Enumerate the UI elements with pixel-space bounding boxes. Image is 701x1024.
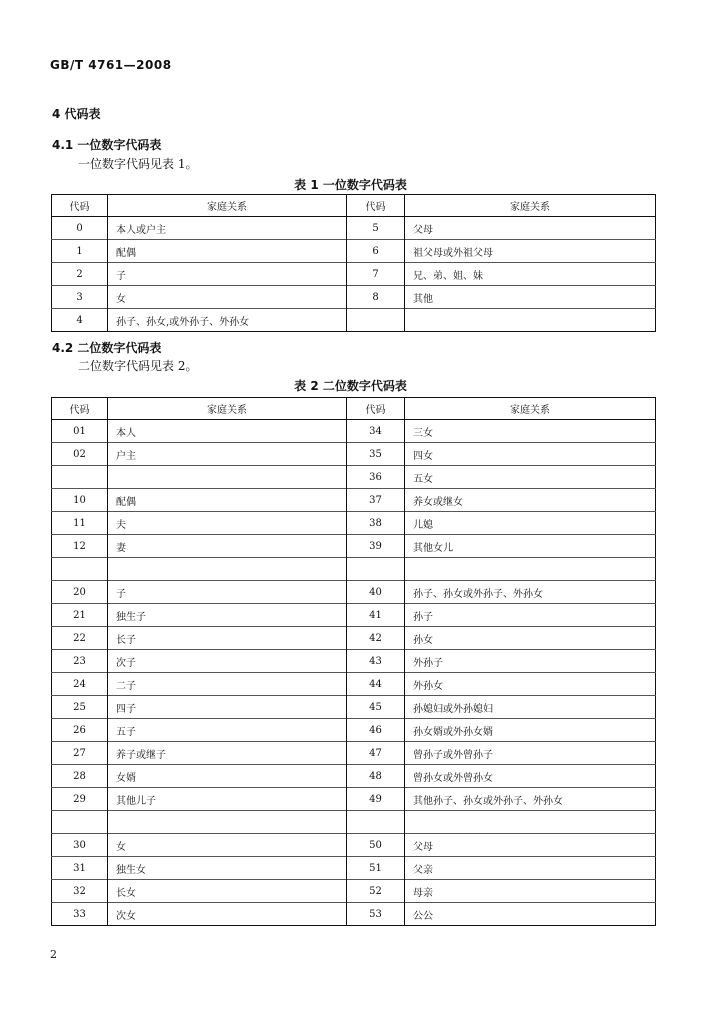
header-code: 代码: [347, 195, 405, 217]
row-relation-right: 三女: [413, 427, 433, 439]
row-relation-left: 独生女: [108, 857, 347, 880]
row-code-left: 24: [52, 673, 108, 696]
row-code-right: 36: [347, 466, 405, 489]
table-row: [52, 673, 656, 696]
row-relation-right: 孙女: [405, 627, 656, 650]
row-relation-left: 妻: [108, 535, 347, 558]
row-relation-right: 父母: [405, 834, 656, 857]
row-code-left: 11: [52, 512, 108, 535]
row-code-left: 22: [52, 627, 108, 650]
table-row: [52, 217, 656, 240]
row-code-left: 25: [52, 696, 108, 719]
header-relation: 家庭关系: [405, 398, 656, 420]
row-code-left: 1: [52, 240, 108, 263]
row-code-right: 50: [347, 834, 405, 857]
table-row: [52, 420, 656, 443]
row-relation-right: [405, 558, 656, 581]
row-relation-right: [405, 811, 656, 834]
table-row: [52, 880, 656, 903]
row-code-right: [347, 309, 405, 332]
row-relation-left: 子: [108, 263, 347, 286]
row-relation-right: 兄、弟、姐、妹: [405, 263, 656, 286]
row-relation-right: 儿媳: [405, 512, 656, 535]
row-relation-right: 其他女儿: [405, 535, 656, 558]
section-4-heading: 4 代码表: [52, 107, 101, 121]
row-code-right: 37: [347, 489, 405, 512]
table-row: [52, 581, 656, 604]
row-relation-left: 子: [108, 581, 347, 604]
header-code: 代码: [52, 398, 108, 420]
row-relation-left: 女: [108, 286, 347, 309]
row-relation-left: 次女: [108, 903, 347, 926]
table-row: [52, 558, 656, 581]
row-relation-right: 其他: [405, 286, 656, 309]
row-code-right: 6: [347, 240, 405, 263]
row-relation-right: 父亲: [405, 857, 656, 880]
row-relation-left: [108, 811, 347, 834]
table-row: [52, 286, 656, 309]
table-row: [52, 240, 656, 263]
row-relation-left: [108, 466, 347, 489]
row-relation-left: 长子: [108, 627, 347, 650]
row-code-right: 46: [347, 719, 405, 742]
header-relation: 家庭关系: [108, 195, 347, 217]
row-relation-left: 独生子: [108, 604, 347, 627]
table-header-row: [52, 398, 656, 420]
row-relation-right: 父母: [413, 224, 433, 236]
row-code-left: [52, 811, 108, 834]
row-code-right: 51: [347, 857, 405, 880]
row-code-left: 3: [52, 286, 108, 309]
row-code-right: 52: [347, 880, 405, 903]
row-code-left: 33: [52, 903, 108, 926]
table-row: [52, 788, 656, 811]
row-code-right: 44: [347, 673, 405, 696]
row-code-left: 02: [52, 443, 108, 466]
row-code-left: 32: [52, 880, 108, 903]
row-code-right: 47: [347, 742, 405, 765]
row-code-right: 35: [347, 443, 405, 466]
row-relation-left: 本人: [108, 420, 347, 443]
row-code-right: 7: [347, 263, 405, 286]
table-row: [52, 765, 656, 788]
row-code-left: 0: [52, 217, 108, 240]
row-relation-right: 祖父母或外祖父母: [405, 240, 656, 263]
row-code-right: 48: [347, 765, 405, 788]
header-relation: 家庭关系: [405, 195, 656, 217]
table-header-row: [52, 195, 656, 217]
row-code-right: [347, 558, 405, 581]
row-relation-right: 五女: [405, 466, 656, 489]
standard-header: GB/T 4761—2008: [50, 58, 172, 72]
table-2: [51, 397, 656, 926]
row-code-right: 41: [347, 604, 405, 627]
row-relation-right: 曾孙女或外曾孙女: [405, 765, 656, 788]
row-code-left: 29: [52, 788, 108, 811]
table-row: [52, 903, 656, 926]
row-relation-left: 女: [108, 834, 347, 857]
table-row: [52, 696, 656, 719]
row-relation-left: 四子: [108, 696, 347, 719]
table-row: [52, 742, 656, 765]
row-relation-left: 长女: [108, 880, 347, 903]
header-code: 代码: [347, 398, 405, 420]
table-row: [52, 309, 656, 332]
row-relation-left: 二子: [108, 673, 347, 696]
row-code-left: [52, 466, 108, 489]
row-relation-right: 曾孙子或外曾孙子: [405, 742, 656, 765]
row-code-right: 53: [347, 903, 405, 926]
row-code-left: 2: [52, 263, 108, 286]
row-relation-left: 女婿: [108, 765, 347, 788]
page-number: 2: [50, 948, 57, 961]
row-relation-right: 孙女婿或外孙女婿: [405, 719, 656, 742]
table-1-caption: 表 1 一位数字代码表: [294, 178, 407, 192]
table-row: [52, 489, 656, 512]
row-relation-right: 其他孙子、孙女或外孙子、外孙女: [405, 788, 656, 811]
row-code-left: 28: [52, 765, 108, 788]
row-code-left: [52, 558, 108, 581]
table-row: [52, 811, 656, 834]
row-relation-right: 孙媳妇或外孙媳妇: [405, 696, 656, 719]
row-relation-left: 五子: [108, 719, 347, 742]
row-code-right: 34: [347, 420, 405, 443]
row-code-left: 31: [52, 857, 108, 880]
table-row: [52, 263, 656, 286]
header-relation: 家庭关系: [108, 398, 347, 420]
row-relation-left: 配偶: [108, 489, 347, 512]
table-row: [52, 443, 656, 466]
row-code-left: 10: [52, 489, 108, 512]
table-row: [52, 834, 656, 857]
row-code-left: 12: [52, 535, 108, 558]
row-code-right: 45: [347, 696, 405, 719]
row-relation-right: 母亲: [405, 880, 656, 903]
table-row: [52, 512, 656, 535]
row-relation-right: 外孙女: [405, 673, 656, 696]
table-row: [52, 650, 656, 673]
row-code-right: [347, 811, 405, 834]
table-row: [52, 857, 656, 880]
row-code-left: 01: [52, 420, 108, 443]
row-relation-right: 四女: [405, 443, 656, 466]
row-code-left: 20: [52, 581, 108, 604]
table-row: [52, 604, 656, 627]
row-code-left: 27: [52, 742, 108, 765]
row-code-left: 30: [52, 834, 108, 857]
row-code-left: 21: [52, 604, 108, 627]
row-relation-left: 其他儿子: [108, 788, 347, 811]
row-relation-left: 配偶: [108, 240, 347, 263]
row-code-left: 4: [52, 309, 108, 332]
row-code-right: 8: [347, 286, 405, 309]
row-relation-left: 孙子、孙女,或外孙子、外孙女: [108, 309, 347, 332]
row-code-right: 42: [347, 627, 405, 650]
row-code-right: 49: [347, 788, 405, 811]
row-relation-right: 公公: [405, 903, 656, 926]
row-relation-right: [405, 309, 656, 332]
table-row: [52, 535, 656, 558]
row-code-left: 23: [52, 650, 108, 673]
row-relation-right: 养女或继女: [405, 489, 656, 512]
row-code-right: 38: [347, 512, 405, 535]
section-4-2-paragraph: 二位数字代码见表 2。: [78, 359, 198, 373]
row-code-left: 26: [52, 719, 108, 742]
table-row: [52, 466, 656, 489]
section-4-1-paragraph: 一位数字代码见表 1。: [78, 157, 198, 171]
section-4-1-heading: 4.1 一位数字代码表: [52, 138, 162, 152]
row-relation-left: 养子或继子: [108, 742, 347, 765]
section-4-2-heading: 4.2 二位数字代码表: [52, 341, 162, 355]
header-code: 代码: [52, 195, 108, 217]
table-row: [52, 627, 656, 650]
row-relation-left: [108, 558, 347, 581]
table-2-caption: 表 2 二位数字代码表: [294, 379, 407, 393]
row-relation-right: 孙子: [405, 604, 656, 627]
row-relation-left: 本人或户主: [108, 217, 347, 240]
row-code-right: 39: [347, 535, 405, 558]
table-1: [51, 194, 656, 332]
row-relation-left: 夫: [108, 512, 347, 535]
row-relation-right: 外孙子: [405, 650, 656, 673]
row-relation-left: 次子: [108, 650, 347, 673]
row-code-right: 43: [347, 650, 405, 673]
table-row: [52, 719, 656, 742]
row-code-right: 5: [347, 217, 405, 240]
row-relation-right: 孙子、孙女或外孙子、外孙女: [405, 581, 656, 604]
row-relation-left: 户主: [108, 443, 347, 466]
row-code-right: 40: [347, 581, 405, 604]
